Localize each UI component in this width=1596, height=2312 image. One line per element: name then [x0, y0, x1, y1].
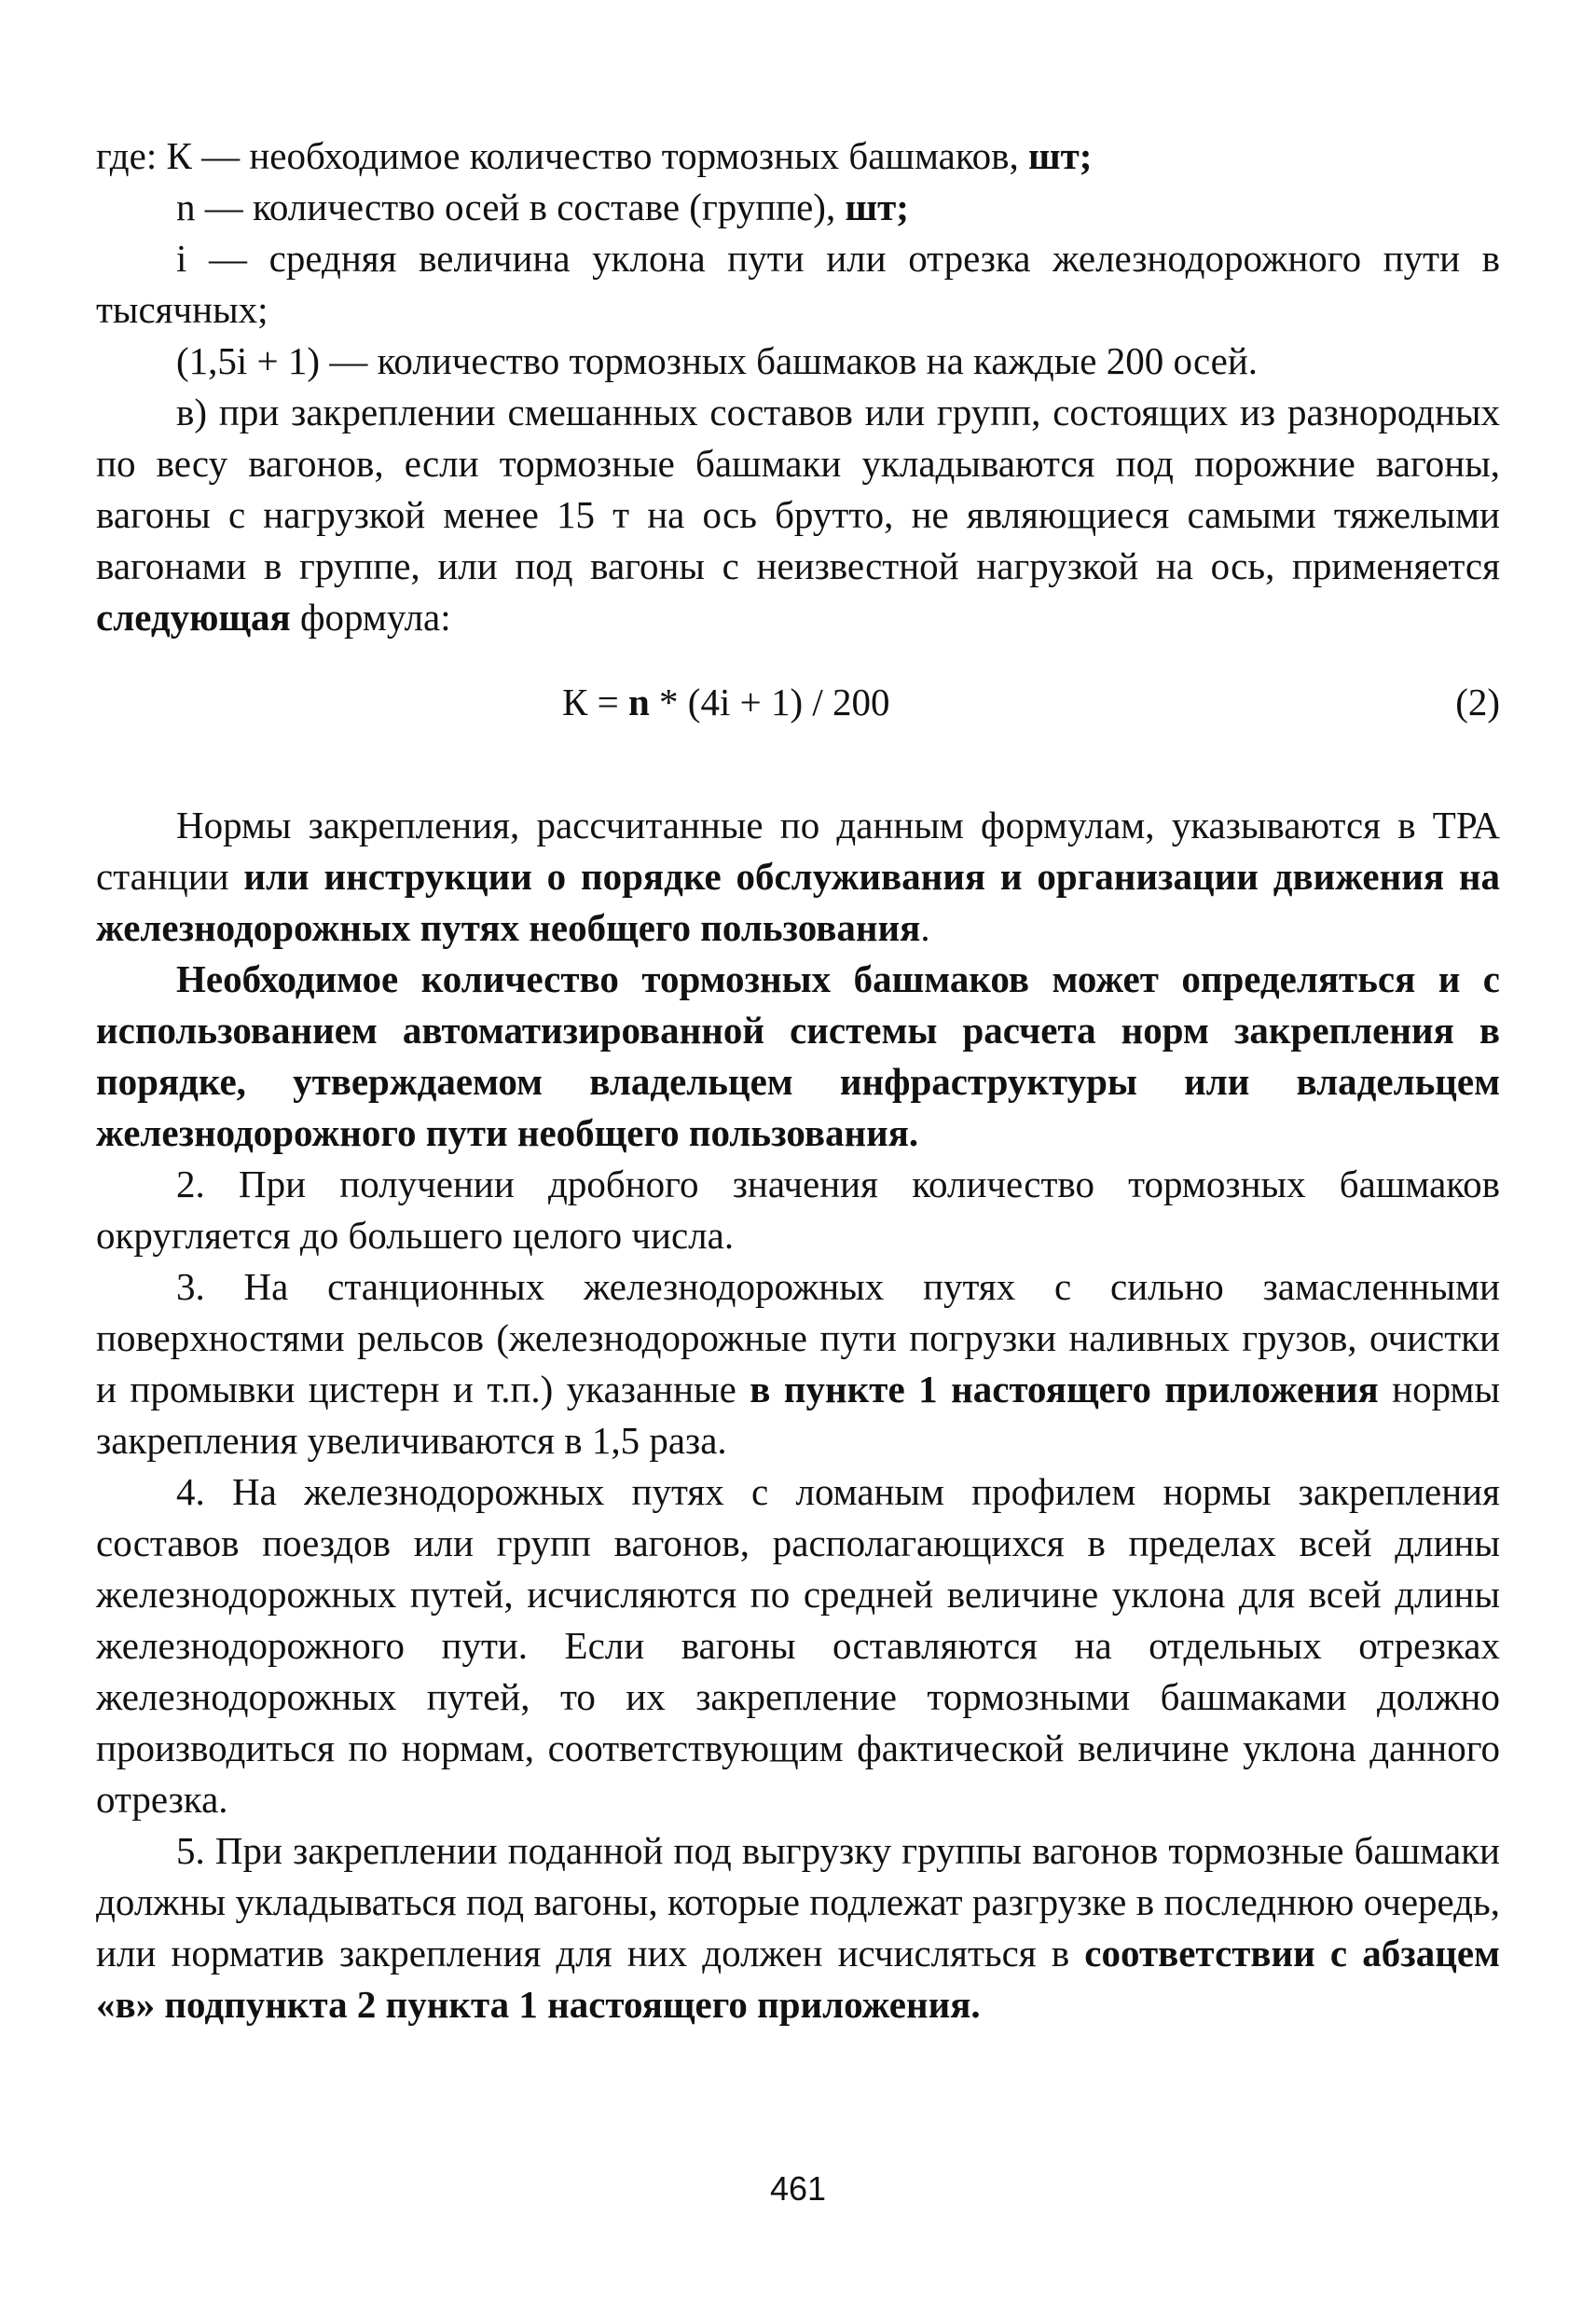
paragraph-automation-bold: Необходимое количество тормозных башмаков может определяться и с использованием автоматизированной системы расчета норм закрепления в порядке, утверждаемом владельцем инфраструктуры или владельцем железнодорожного пути необщего пользования.: [96, 957, 1500, 1154]
item-4: 4. На железнодорожных путях с ломаным профилем нормы закрепления составов поездов или групп вагонов, располагающихся в пределах всей длины железнодорожных путей, исчисляются по средней величине уклона для всей длины железнодорожного пути. Если вагоны оставляются на отдельных отрезках железнодорожных путей, то их закрепление тормозными башмаками должно производиться по нормам, соответствующим фактической величине уклона данного отрезка.: [96, 1470, 1500, 1821]
definition-n-text: n — количество осей в составе (группе),: [176, 186, 846, 228]
formula-right: * (4i + 1) / 200: [649, 681, 890, 723]
paragraph-v-bold: следующая: [96, 596, 291, 639]
paragraph-v: [96, 387, 1500, 643]
item-3: [96, 1261, 1500, 1466]
item-5-bold: соответствии с абзацем «в» подпункта 2 пункта 1 настоящего приложения.: [96, 1932, 1500, 2026]
formula: [562, 677, 890, 728]
paragraph-norms-text: Нормы закрепления, рассчитанные по данным формулам, указываются в ТРА станции: [96, 804, 1500, 898]
item-3-bold: в пункте 1 настоящего приложения: [750, 1368, 1379, 1411]
definition-k-text: где: К — необходимое количество тормозных башмаков,: [96, 134, 1029, 177]
definition-formula-term: (1,5i + 1) — количество тормозных башмаков на каждые 200 осей.: [176, 339, 1259, 382]
item-5: [96, 1825, 1500, 2030]
item-2: 2. При получении дробного значения количество тормозных башмаков округляется до большего целого числа.: [96, 1163, 1500, 1257]
item-3-end: нормы закрепления увеличиваются в 1,5 раза.: [96, 1368, 1500, 1462]
item-5-text: 5. При закреплении поданной под выгрузку группы вагонов тормозные башмаки должны укладываться под вагоны, которые подлежат разгрузке в последнюю очередь, или норматив закрепления для них должен исчисляться в: [96, 1829, 1500, 1975]
paragraph-norms-bold: или инструкции о порядке обслуживания и организации движения на железнодорожных путях необщего пользования: [96, 855, 1500, 949]
paragraph-automation: [96, 954, 1500, 1159]
definition-n: [96, 182, 1500, 233]
paragraph-v-end: формула:: [290, 596, 451, 639]
paragraph-norms-end: .: [920, 906, 930, 949]
page-number: 461: [769, 2169, 827, 2208]
formula-block: [96, 643, 1500, 783]
paragraph-norms: [96, 800, 1500, 954]
formula-number: (2): [1455, 681, 1500, 723]
document-page: [96, 131, 1500, 2030]
formula-left: К =: [562, 681, 628, 723]
item-3-text: 3. На станционных железнодорожных путях с сильно замасленными поверхностями рельсов (железнодорожные пути погрузки наливных грузов, очистки и промывки цистерн и т.п.) указанные: [96, 1265, 1500, 1411]
definition-k-unit: шт;: [1028, 134, 1093, 177]
paragraph-v-text: в) при закреплении смешанных составов или групп, состоящих из разнородных по весу вагонов, если тормозные башмаки укладываются под порожние вагоны, вагоны с нагрузкой менее 15 т на ось брутто, не являющиеся самыми тяжелыми вагонами в группе, или под вагоны с неизвестной нагрузкой на ось, применяется: [96, 391, 1500, 587]
definition-k: [96, 131, 1500, 182]
formula-n: n: [627, 681, 650, 723]
definition-i: i — средняя величина уклона пути или отрезка железнодорожного пути в тысячных;: [96, 237, 1500, 331]
definition-n-unit: шт;: [845, 186, 909, 228]
